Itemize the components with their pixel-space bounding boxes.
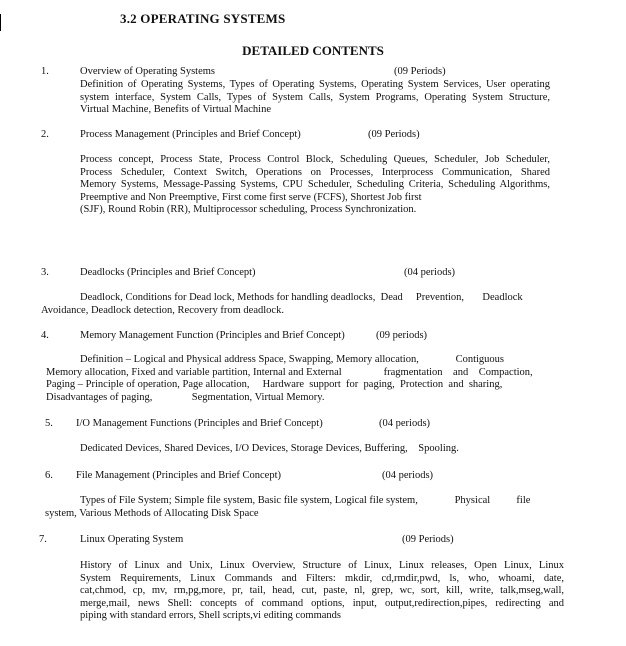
desc-line: Preemptive and Non Preemptive, First come first serve (FCFS), Shortest Job first (80, 191, 422, 203)
item-2-number: 2. (41, 129, 49, 140)
item-2-description (80, 154, 550, 217)
item-3-number: 3. (41, 267, 49, 278)
desc-line: History of Linux and Unix, Linux Overview, Structure of Linux, Linux releases, Open Linux, Linux (80, 560, 564, 571)
item-5-title: I/O Management Functions (Principles and Brief Concept) (76, 418, 323, 429)
desc-line: piping with standard errors, Shell scripts,vi editing commands (80, 610, 342, 622)
desc-line: Process Scheduler, Context Switch, Operations on Processes, Interprocess Communication, Shared (80, 166, 550, 178)
item-7-periods: (09 Periods) (402, 534, 454, 545)
desc-line: merge,mail, news Shell: concepts of command options, input, output,redirection,pipes, redirecting and (80, 597, 564, 609)
item-5-periods: (04 periods) (379, 418, 431, 429)
item-2-periods: (09 Periods) (368, 129, 420, 140)
desc-line: system interface, System Calls, Types of System Calls, System Programs, Operating System Structure, (80, 91, 550, 103)
item-4-title: Memory Management Function (Principles and Brief Concept) (80, 330, 345, 341)
item-5-number: 5. (45, 418, 53, 429)
item-3-line-1: Deadlock, Conditions for Dead lock, Methods for handling deadlocks, Dead Prevention, Deadlock (80, 292, 523, 303)
item-4-line-4: Disadvantages of paging, Segmentation, Virtual Memory. (46, 392, 325, 403)
item-1-title: Overview of Operating Systems (80, 66, 216, 77)
item-4-line-3: Paging – Principle of operation, Page allocation, Hardware support for paging, Protection and sharing, (46, 379, 503, 390)
item-7-number: 7. (39, 534, 47, 545)
item-3-periods: (04 periods) (404, 267, 456, 278)
item-6-periods: (04 periods) (382, 470, 434, 481)
desc-line: Virtual Machine, Benefits of Virtual Machine (80, 104, 271, 116)
section-title: 3.2 OPERATING SYSTEMS (120, 11, 286, 26)
item-3-title: Deadlocks (Principles and Brief Concept) (80, 267, 256, 278)
page-heading: DETAILED CONTENTS (242, 43, 384, 58)
item-2-title: Process Management (Principles and Brief Concept) (80, 129, 301, 140)
item-4-number: 4. (41, 330, 49, 341)
item-5-line-1: Dedicated Devices, Shared Devices, I/O Devices, Storage Devices, Buffering, Spooling. (80, 443, 459, 454)
item-4-periods: (09 periods) (376, 330, 428, 341)
item-6-title: File Management (Principles and Brief Concept) (76, 470, 281, 481)
item-1-description (80, 79, 550, 117)
item-3-line-2: Avoidance, Deadlock detection, Recovery from deadlock. (41, 305, 284, 316)
item-4-line-2: Memory allocation, Fixed and variable partition, Internal and External fragmentation and Compaction, (46, 367, 533, 378)
item-7-description (80, 560, 564, 623)
desc-line: Definition of Operating Systems, Types of Operating Systems, Operating System Services, User operating (80, 79, 550, 90)
item-6-number: 6. (45, 470, 53, 481)
desc-line: (SJF), Round Robin (RR), Multiprocessor scheduling, Process Synchronization. (80, 204, 417, 216)
item-6-line-1: Types of File System; Simple file system, Basic file system, Logical file system, Physical file (80, 495, 531, 506)
item-1-periods: (09 Periods) (394, 66, 446, 77)
desc-line: System Requirements, Linux Commands and Filters: mkdir, cd,rmdir,pwd, ls, who, whoami, date, (80, 572, 564, 584)
item-7-title: Linux Operating System (80, 534, 184, 545)
margin-rule (0, 14, 1, 31)
item-4-line-1: Definition – Logical and Physical address Space, Swapping, Memory allocation, Contiguous (80, 354, 505, 365)
desc-line: Memory Systems, Message-Passing Systems, CPU Scheduler, Scheduling Criteria, Scheduling Algorithms, (80, 179, 550, 191)
item-6-line-2: system, Various Methods of Allocating Disk Space (45, 508, 259, 519)
desc-line: Process concept, Process State, Process Control Block, Scheduling Queues, Scheduler, Job Scheduler, (80, 154, 550, 165)
desc-line: cat,chmod, cp, mv, rm,pg,more, pr, tail, head, cut, paste, nl, grep, wc, sort, kill, write, talk,mseg,wall, (80, 585, 564, 597)
item-1-number: 1. (41, 66, 49, 77)
